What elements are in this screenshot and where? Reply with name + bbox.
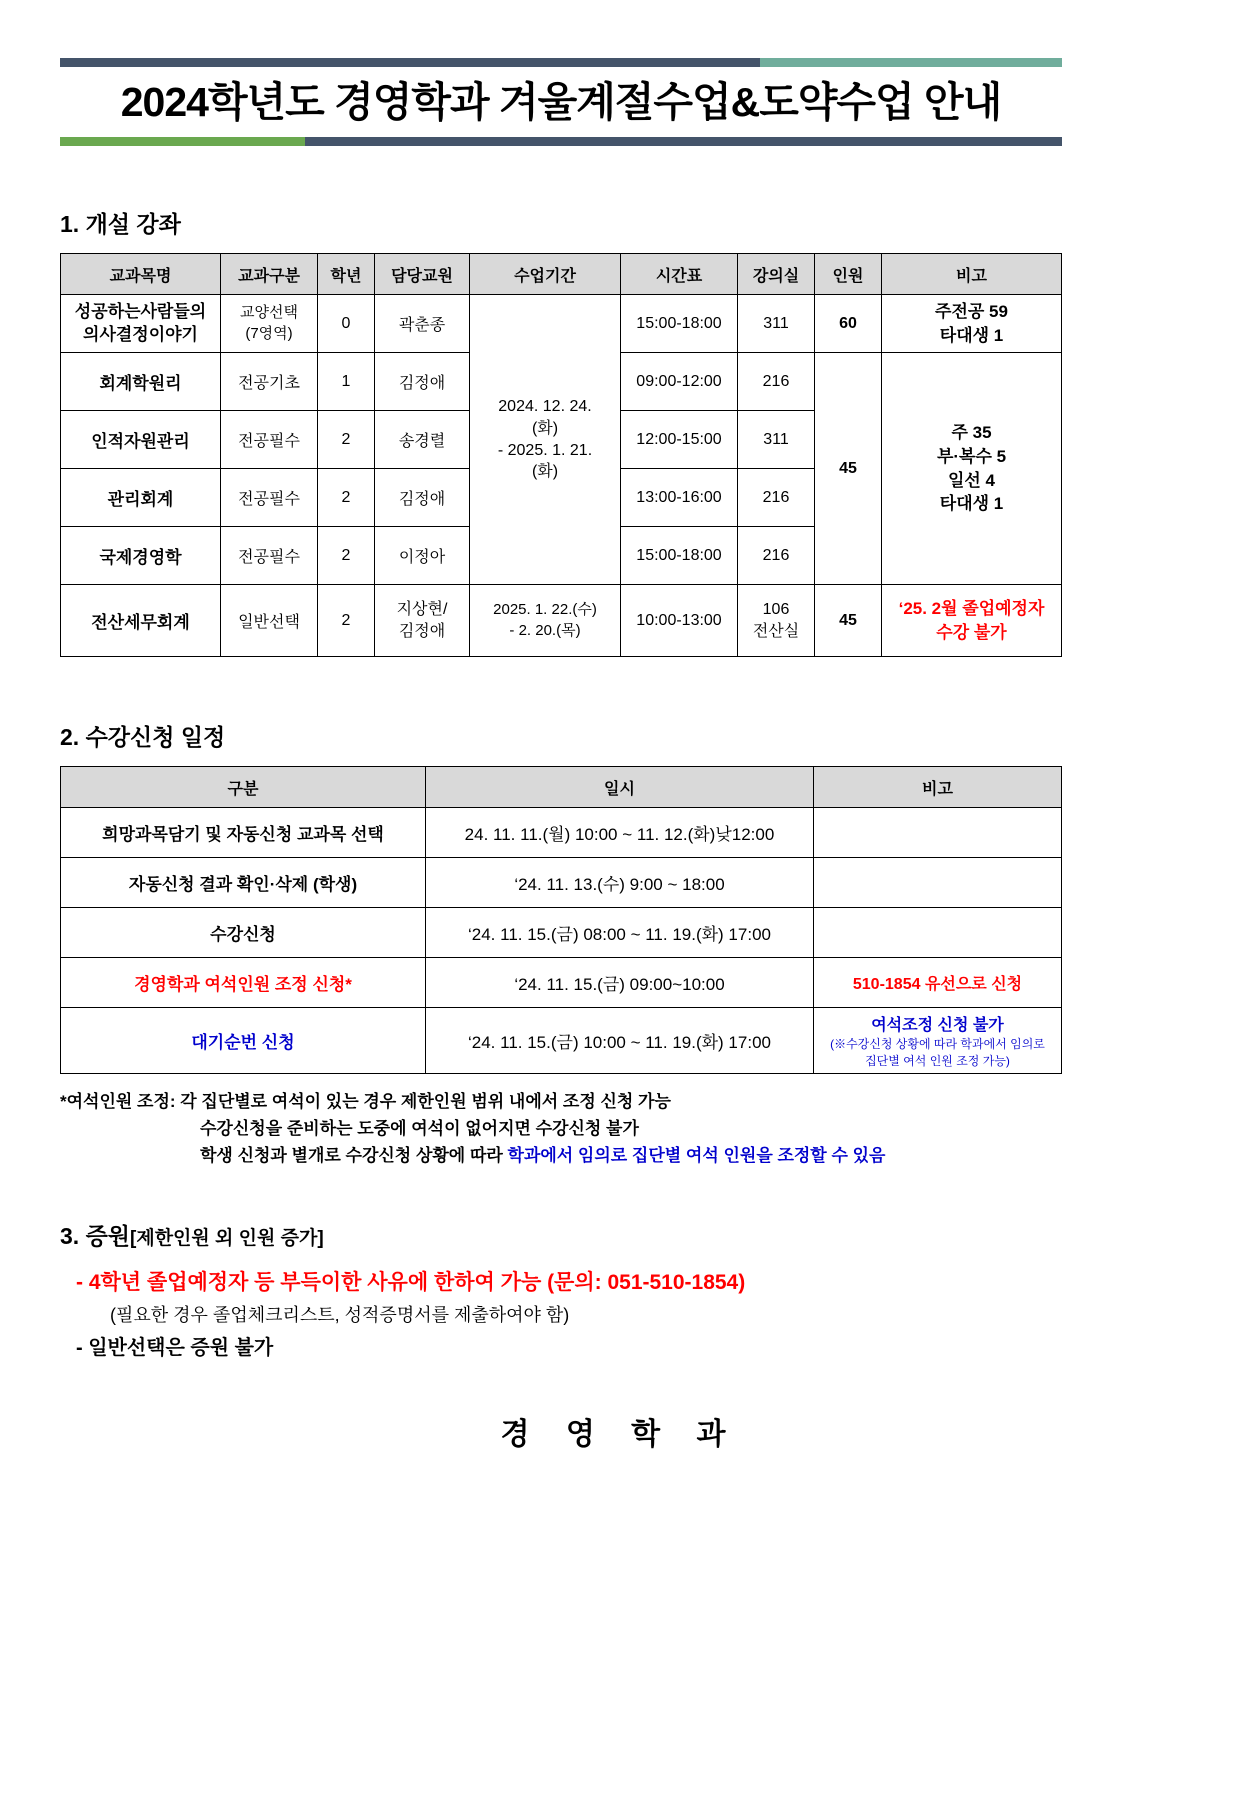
remark-sub-line-2: 집단별 여석 인원 조정 가능) xyxy=(865,1054,1010,1068)
period-line-3: - 2025. 1. 21. xyxy=(497,441,593,459)
group-note-line-2: 부·복수 5 xyxy=(936,446,1007,466)
note-line-1: ‘25. 2월 졸업예정자 xyxy=(898,598,1045,618)
cell-grade: 0 xyxy=(318,295,375,353)
room-line-1: 106 xyxy=(762,600,790,618)
cell-professor: 김정애 xyxy=(375,353,470,411)
cell-room: 216 xyxy=(738,469,815,527)
period-line-1: 2024. 12. 24. xyxy=(498,398,592,416)
cell-grade: 1 xyxy=(318,353,375,411)
title-bottom-rule xyxy=(60,137,1062,146)
group-note-line-1: 주 35 xyxy=(951,422,992,442)
cell-period xyxy=(470,585,621,657)
cell-subject xyxy=(61,295,221,353)
title-bottom-rule-blue xyxy=(305,137,1062,146)
col-type: 교과구분 xyxy=(221,254,318,295)
period-line-1: 2025. 1. 22.(수) xyxy=(493,601,597,619)
section-3-list xyxy=(58,1265,1182,1365)
col-time: 시간표 xyxy=(621,254,738,295)
cell-note xyxy=(882,295,1062,353)
table-row xyxy=(61,858,1062,908)
cell-remark xyxy=(814,908,1062,958)
col-room: 강의실 xyxy=(738,254,815,295)
section-2-notes xyxy=(58,1088,1182,1170)
table-header-row xyxy=(61,254,1062,295)
cell-capacity: 60 xyxy=(815,295,882,353)
note-line-3-highlight: 학과에서 임의로 집단별 여석 인원을 조정할 수 있음 xyxy=(507,1146,886,1166)
col-note: 비고 xyxy=(882,254,1062,295)
courses-table xyxy=(60,253,1062,657)
cell-datetime: 24. 11. 11.(월) 10:00 ~ 11. 12.(화)낮12:00 xyxy=(426,808,814,858)
note-line-1: *여석인원 조정: 각 집단별로 여석이 있는 경우 제한인원 범위 내에서 조정 신청 가능 xyxy=(60,1092,671,1111)
section-3-item-1: - 4학년 졸업예정자 등 부득이한 사유에 한하여 가능 (문의: 051-510-1854) xyxy=(76,1270,746,1294)
note-line-3-plain: 학생 신청과 별개로 수강신청 상황에 따라 xyxy=(200,1146,508,1166)
remark-main: 여석조정 신청 불가 xyxy=(871,1017,1004,1034)
group-note-line-4: 타대생 1 xyxy=(939,494,1004,514)
col-capacity: 인원 xyxy=(815,254,882,295)
table-row xyxy=(61,295,1062,353)
title-top-rule-green xyxy=(760,58,1062,67)
col-professor: 담당교원 xyxy=(375,254,470,295)
cell-grade: 2 xyxy=(318,469,375,527)
cell-remark xyxy=(814,1008,1062,1074)
room-line-2: 전산실 xyxy=(752,622,800,640)
table-row xyxy=(61,1008,1062,1074)
cell-datetime: ‘24. 11. 15.(금) 09:00~10:00 xyxy=(426,958,814,1008)
type-line-2: (7영역) xyxy=(245,324,293,342)
cell-time: 09:00-12:00 xyxy=(621,353,738,411)
subject-line-2: 의사결정이야기 xyxy=(83,324,198,344)
professor-line-2: 김정애 xyxy=(398,622,446,640)
cell-subject: 인적자원관리 xyxy=(61,411,221,469)
cell-time: 15:00-18:00 xyxy=(621,527,738,585)
cell-type: 전공필수 xyxy=(221,411,318,469)
col-grade: 학년 xyxy=(318,254,375,295)
section-2-heading: 2. 수강신청 일정 xyxy=(60,724,226,750)
cell-category: 수강신청 xyxy=(61,908,426,958)
cell-remark xyxy=(814,808,1062,858)
table-row xyxy=(61,585,1062,657)
cell-room xyxy=(738,585,815,657)
cell-period-main xyxy=(470,295,621,585)
cell-professor xyxy=(375,585,470,657)
note-line-2: 수강 불가 xyxy=(936,622,1007,642)
cell-capacity-group: 45 xyxy=(815,353,882,585)
title-top-rule-blue xyxy=(60,58,760,67)
cell-subject: 국제경영학 xyxy=(61,527,221,585)
title-top-rule xyxy=(60,58,1062,67)
page-title: 2024학년도 경영학과 겨울계절수업&도약수업 안내 xyxy=(120,79,1002,125)
title-block xyxy=(58,58,1182,170)
note-line-3 xyxy=(60,1142,1182,1169)
cell-time: 13:00-16:00 xyxy=(621,469,738,527)
col-period: 수업기간 xyxy=(470,254,621,295)
department-footer: 경 영 학 과 xyxy=(500,1417,740,1451)
cell-room: 216 xyxy=(738,527,815,585)
col-datetime: 일시 xyxy=(426,767,814,808)
cell-type: 전공필수 xyxy=(221,527,318,585)
cell-type: 일반선택 xyxy=(221,585,318,657)
cell-room: 311 xyxy=(738,295,815,353)
period-line-4: (화) xyxy=(531,463,559,481)
section-1-heading: 1. 개설 강좌 xyxy=(60,211,181,237)
cell-subject: 회계학원리 xyxy=(61,353,221,411)
cell-time: 12:00-15:00 xyxy=(621,411,738,469)
table-row xyxy=(61,958,1062,1008)
cell-professor: 김정애 xyxy=(375,469,470,527)
cell-datetime: ‘24. 11. 15.(금) 08:00 ~ 11. 19.(화) 17:00 xyxy=(426,908,814,958)
section-3-item-3: - 일반선택은 증원 불가 xyxy=(76,1336,274,1359)
title-bottom-rule-green xyxy=(60,137,305,146)
section-3-heading xyxy=(58,1218,1182,1251)
table-row xyxy=(61,908,1062,958)
cell-type: 전공기초 xyxy=(221,353,318,411)
schedule-table xyxy=(60,766,1062,1074)
note-line-2: 타대생 1 xyxy=(939,325,1004,345)
remark-sub-line-1: (※수강신청 상황에 따라 학과에서 임의로 xyxy=(830,1037,1045,1051)
cell-category: 경영학과 여석인원 조정 신청* xyxy=(61,958,426,1008)
note-line-1: 주전공 59 xyxy=(935,301,1008,321)
cell-time: 10:00-13:00 xyxy=(621,585,738,657)
cell-remark xyxy=(814,858,1062,908)
cell-grade: 2 xyxy=(318,527,375,585)
cell-category: 희망과목담기 및 자동신청 교과목 선택 xyxy=(61,808,426,858)
col-subject: 교과목명 xyxy=(61,254,221,295)
type-line-1: 교양선택 xyxy=(240,304,298,322)
section-3-item-2: (필요한 경우 졸업체크리스트, 성적증명서를 제출하여야 함) xyxy=(110,1305,570,1326)
cell-grade: 2 xyxy=(318,585,375,657)
cell-remark: 510-1854 유선으로 신청 xyxy=(814,958,1062,1008)
cell-room: 311 xyxy=(738,411,815,469)
cell-capacity: 45 xyxy=(815,585,882,657)
col-category: 구분 xyxy=(61,767,426,808)
subject-line-1: 성공하는사람들의 xyxy=(74,301,207,321)
period-line-2: (화) xyxy=(531,419,559,437)
cell-datetime: ‘24. 11. 13.(수) 9:00 ~ 18:00 xyxy=(426,858,814,908)
cell-subject: 전산세무회계 xyxy=(61,585,221,657)
cell-type xyxy=(221,295,318,353)
cell-note-group xyxy=(882,353,1062,585)
cell-professor: 이정아 xyxy=(375,527,470,585)
cell-datetime: ‘24. 11. 15.(금) 10:00 ~ 11. 19.(화) 17:00 xyxy=(426,1008,814,1074)
group-note-line-3: 일선 4 xyxy=(947,470,996,490)
cell-grade: 2 xyxy=(318,411,375,469)
note-line-2: 수강신청을 준비하는 도중에 여석이 없어지면 수강신청 불가 xyxy=(200,1119,639,1139)
cell-type: 전공필수 xyxy=(221,469,318,527)
table-header-row xyxy=(61,767,1062,808)
cell-time: 15:00-18:00 xyxy=(621,295,738,353)
cell-category: 대기순번 신청 xyxy=(61,1008,426,1074)
cell-subject: 관리회계 xyxy=(61,469,221,527)
cell-room: 216 xyxy=(738,353,815,411)
document-page xyxy=(0,58,1240,1812)
table-row xyxy=(61,808,1062,858)
cell-note xyxy=(882,585,1062,657)
col-remark: 비고 xyxy=(814,767,1062,808)
professor-line-1: 지상현/ xyxy=(396,600,448,618)
section-3-heading-sub: [제한인원 외 인원 증가] xyxy=(130,1227,324,1249)
period-line-2: - 2. 20.(목) xyxy=(509,621,581,639)
cell-category: 자동신청 결과 확인·삭제 (학생) xyxy=(61,858,426,908)
section-3-heading-main: 3. 증원 xyxy=(60,1222,131,1249)
cell-professor: 송경렬 xyxy=(375,411,470,469)
cell-professor: 곽춘종 xyxy=(375,295,470,353)
